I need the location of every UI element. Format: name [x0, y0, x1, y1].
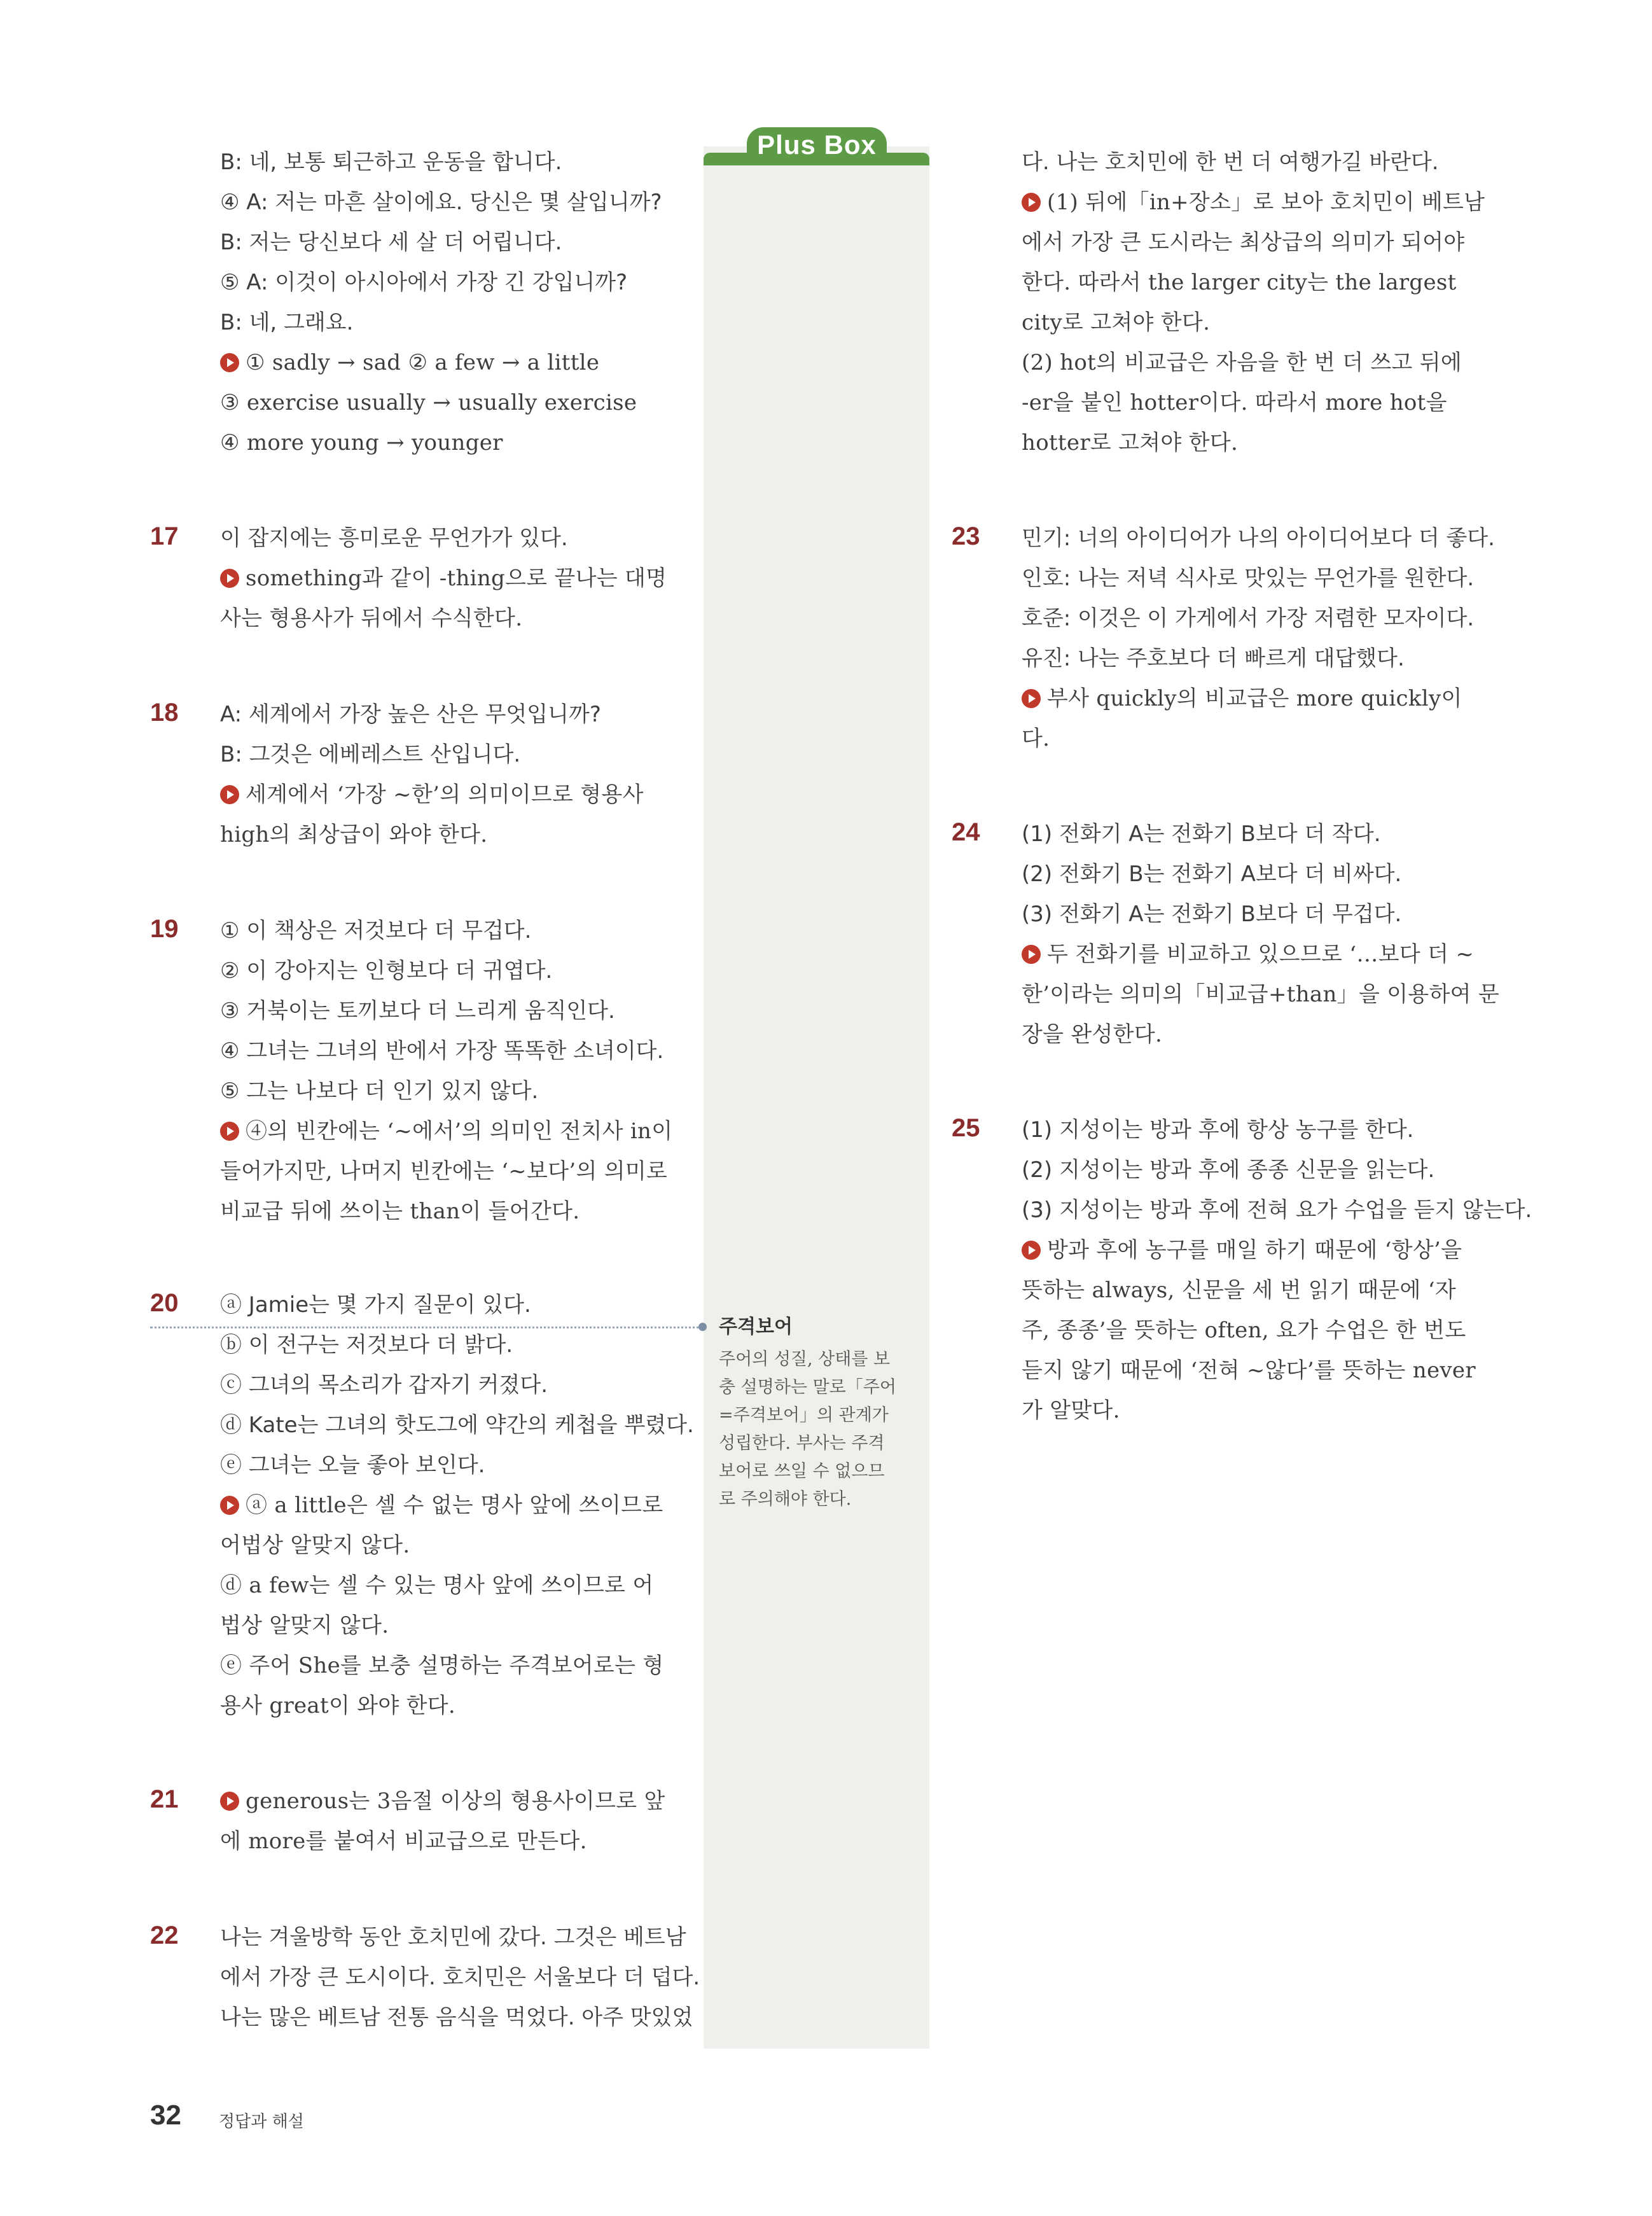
explanation-line: ④의 빈칸에는 ‘~에서’의 의미인 전치사 in이: [220, 1118, 831, 1145]
question-number: 20: [150, 1289, 179, 1317]
explanation-arrow-icon: [1022, 689, 1041, 708]
answer-line: 이 잡지에는 흥미로운 무언가가 있다.: [220, 526, 568, 551]
answer-line: ⓑ 이 전구는 저것보다 더 밝다.: [220, 1332, 513, 1358]
explanation-arrow-icon: [1022, 945, 1041, 964]
explanation-line: 한다. 따라서 the larger city는 the largest: [1022, 270, 1457, 295]
explanation-line: 어법상 알맞지 않다.: [220, 1533, 410, 1558]
explanation-line: (2) hot의 비교급은 자음을 한 번 더 쓰고 뒤에: [1022, 350, 1462, 375]
explanation-line: 주, 종종’을 뜻하는 often, 요가 수업은 한 번도: [1022, 1318, 1466, 1343]
answer-line: ④ A: 저는 마흔 살이에요. 당신은 몇 살입니까?: [220, 190, 662, 215]
explanation-line: 가 알맞다.: [1022, 1398, 1120, 1423]
answer-line: (3) 지성이는 방과 후에 전혀 요가 수업을 듣지 않는다.: [1022, 1197, 1532, 1223]
explanation-line: city로 고쳐야 한다.: [1022, 310, 1211, 335]
note-line: 충 설명하는 말로「주어: [719, 1377, 896, 1397]
answer-line: (2) 전화기 B는 전화기 A보다 더 비싸다.: [1022, 861, 1402, 887]
explanation-line: something과 같이 -thing으로 끝나는 대명: [220, 565, 831, 592]
explanation-line: 비교급 뒤에 쓰이는 than이 들어간다.: [220, 1199, 580, 1224]
explanation-line: 방과 후에 농구를 매일 하기 때문에 ‘항상’을: [1022, 1237, 1632, 1264]
explanation-line: ④ more young → younger: [220, 430, 503, 456]
explanation-line: 세계에서 ‘가장 ~한’의 의미이므로 형용사: [220, 781, 831, 808]
note-title: 주격보어: [719, 1316, 793, 1338]
answer-line: (1) 전화기 A는 전화기 B보다 더 작다.: [1022, 821, 1381, 847]
question-number: 24: [952, 818, 980, 846]
explanation-line: ⓐ a little은 셀 수 없는 명사 앞에 쓰이므로: [220, 1492, 831, 1519]
explanation-arrow-icon: [220, 1496, 239, 1515]
explanation-line: 한’이라는 의미의「비교급+than」을 이용하여 문: [1022, 982, 1500, 1007]
answer-line: 인호: 나는 저녁 식사로 맛있는 무언가를 원한다.: [1022, 566, 1475, 591]
answer-line: 다. 나는 호치민에 한 번 더 여행가길 바란다.: [1022, 150, 1439, 175]
answer-line: ⓔ 그녀는 오늘 좋아 보인다.: [220, 1453, 485, 1478]
explanation-line: 부사 quickly의 비교급은 more quickly이: [1022, 685, 1632, 712]
explanation-arrow-icon: [220, 785, 239, 804]
answer-line: ⓓ Kate는 그녀의 핫도그에 약간의 케첩을 뿌렸다.: [220, 1412, 694, 1438]
explanation-line: 에 more를 붙여서 비교급으로 만든다.: [220, 1829, 587, 1854]
answer-line: ⑤ A: 이것이 아시아에서 가장 긴 강입니까?: [220, 270, 628, 295]
explanation-line: ⓓ a few는 셀 수 있는 명사 앞에 쓰이므로 어: [220, 1573, 654, 1598]
explanation-line: -er을 붙인 hotter이다. 따라서 more hot을: [1022, 390, 1447, 415]
answer-line: ⑤ 그는 나보다 더 인기 있지 않다.: [220, 1078, 539, 1104]
answer-line: 에서 가장 큰 도시이다. 호치민은 서울보다 더 덥다.: [220, 1965, 700, 1990]
note-line: 보어로 쓰일 수 없으므: [719, 1461, 885, 1481]
note-connector-line: [150, 1327, 704, 1328]
explanation-line: (1) 뒤에「in+장소」로 보아 호치민이 베트남: [1022, 189, 1632, 216]
explanation-line: hotter로 고쳐야 한다.: [1022, 430, 1239, 456]
question-number: 19: [150, 915, 179, 943]
answer-line: 민기: 너의 아이디어가 나의 아이디어보다 더 좋다.: [1022, 526, 1495, 551]
answer-line: ⓒ 그녀의 목소리가 갑자기 커졌다.: [220, 1372, 548, 1398]
explanation-line: 두 전화기를 비교하고 있으므로 ‘…보다 더 ~: [1022, 941, 1632, 968]
answer-line: ② 이 강아지는 인형보다 더 귀엽다.: [220, 958, 553, 984]
explanation-line: ① sadly → sad ② a few → a little: [220, 349, 831, 376]
explanation-line: 다.: [1022, 726, 1050, 751]
explanation-line: 장을 완성한다.: [1022, 1022, 1163, 1047]
explanation-line: 듣지 않기 때문에 ‘전혀 ~않다’를 뜻하는 never: [1022, 1358, 1476, 1383]
answer-line: A: 세계에서 가장 높은 산은 무엇입니까?: [220, 702, 601, 727]
answer-line: B: 저는 당신보다 세 살 더 어립니다.: [220, 230, 562, 255]
explanation-line: 용사 great이 와야 한다.: [220, 1693, 456, 1718]
page-number: 32: [150, 2100, 181, 2131]
explanation-line: 사는 형용사가 뒤에서 수식한다.: [220, 606, 523, 631]
answer-line: (2) 지성이는 방과 후에 종종 신문을 읽는다.: [1022, 1157, 1435, 1183]
note-line: =주격보어」의 관계가: [719, 1405, 889, 1425]
plus-box-title: Plus Box: [747, 127, 887, 163]
answer-line: 호준: 이것은 이 가게에서 가장 저렴한 모자이다.: [1022, 606, 1475, 631]
question-number: 18: [150, 699, 179, 727]
note-connector-dot: [698, 1323, 707, 1331]
question-number: 23: [952, 522, 980, 550]
question-number: 25: [952, 1114, 980, 1142]
note-line: 주어의 성질, 상태를 보: [719, 1349, 891, 1369]
page-footer-label: 정답과 해설: [219, 2112, 304, 2131]
answer-line: B: 네, 보통 퇴근하고 운동을 합니다.: [220, 150, 562, 175]
explanation-arrow-icon: [220, 1792, 239, 1811]
answer-line: ⓐ Jamie는 몇 가지 질문이 있다.: [220, 1292, 531, 1318]
question-number: 21: [150, 1785, 179, 1813]
explanation-line: 법상 알맞지 않다.: [220, 1613, 389, 1638]
explanation-arrow-icon: [220, 569, 239, 588]
answer-line: 나는 많은 베트남 전통 음식을 먹었다. 아주 맛있었: [220, 2005, 693, 2030]
question-number: 17: [150, 522, 179, 550]
explanation-line: generous는 3음절 이상의 형용사이므로 앞: [220, 1788, 831, 1815]
answer-line: 나는 겨울방학 동안 호치민에 갔다. 그것은 베트남: [220, 1925, 686, 1950]
answer-line: (3) 전화기 A는 전화기 B보다 더 무겁다.: [1022, 902, 1402, 927]
answer-line: B: 네, 그래요.: [220, 310, 354, 335]
answer-line: B: 그것은 에베레스트 산입니다.: [220, 742, 521, 767]
question-number: 22: [150, 1921, 179, 1949]
answer-line: ① 이 책상은 저것보다 더 무겁다.: [220, 918, 532, 944]
explanation-line: 에서 가장 큰 도시라는 최상급의 의미가 되어야: [1022, 230, 1465, 255]
answer-line: ③ 거북이는 토끼보다 더 느리게 움직인다.: [220, 998, 615, 1024]
explanation-line: 들어가지만, 나머지 빈칸에는 ‘~보다’의 의미로: [220, 1159, 668, 1184]
explanation-line: 뜻하는 always, 신문을 세 번 읽기 때문에 ‘자: [1022, 1278, 1456, 1303]
explanation-line: ⓔ 주어 She를 보충 설명하는 주격보어로는 형: [220, 1653, 664, 1678]
answer-line: ④ 그녀는 그녀의 반에서 가장 똑똑한 소녀이다.: [220, 1038, 664, 1064]
explanation-arrow-icon: [1022, 193, 1041, 212]
explanation-arrow-icon: [220, 353, 239, 372]
explanation-arrow-icon: [1022, 1241, 1041, 1260]
explanation-line: high의 최상급이 와야 한다.: [220, 822, 488, 847]
note-line: 성립한다. 부사는 주격: [719, 1433, 885, 1453]
answer-line: (1) 지성이는 방과 후에 항상 농구를 한다.: [1022, 1117, 1414, 1143]
explanation-arrow-icon: [220, 1122, 239, 1141]
answer-line: 유진: 나는 주호보다 더 빠르게 대답했다.: [1022, 646, 1405, 671]
note-line: 로 주의해야 한다.: [719, 1489, 852, 1509]
explanation-line: ③ exercise usually → usually exercise: [220, 390, 637, 415]
